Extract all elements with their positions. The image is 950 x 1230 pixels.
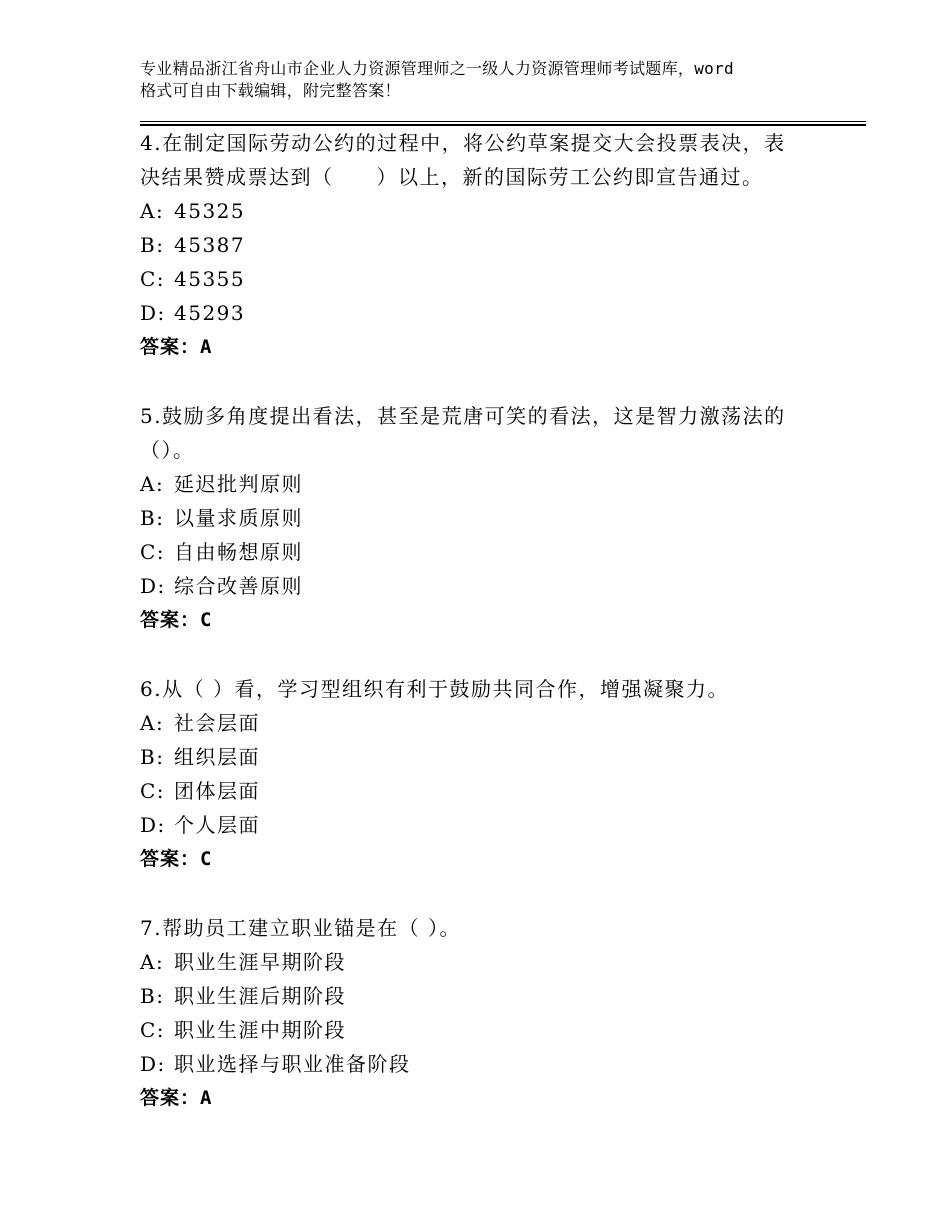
document-header bbox=[140, 58, 840, 102]
header-line-1: 专业精品浙江省舟山市企业人力资源管理师之一级人力资源管理师考试题库，word bbox=[140, 59, 734, 78]
option-key: D: bbox=[140, 301, 166, 325]
option-d bbox=[140, 569, 820, 603]
option-b bbox=[140, 501, 820, 535]
option-text: 45355 bbox=[174, 267, 246, 291]
option-text: 综合改善原则 bbox=[174, 574, 303, 598]
option-d bbox=[140, 296, 820, 330]
option-d bbox=[140, 1047, 820, 1081]
option-text: 职业选择与职业准备阶段 bbox=[174, 1052, 411, 1076]
option-key: A: bbox=[140, 950, 165, 974]
option-key: A: bbox=[140, 199, 165, 223]
option-key: C: bbox=[140, 1018, 166, 1042]
option-b bbox=[140, 228, 820, 262]
option-key: B: bbox=[140, 233, 165, 257]
question-stem: 4.在制定国际劳动公约的过程中，将公约草案提交大会投票表决，表 bbox=[140, 131, 786, 155]
option-b bbox=[140, 740, 820, 774]
option-key: D: bbox=[140, 1052, 166, 1076]
question-stem-continued: 决结果赞成票达到（ ）以上，新的国际劳工公约即宣告通过。 bbox=[140, 165, 764, 189]
answer-line: 答案：A bbox=[140, 1087, 213, 1109]
option-a bbox=[140, 467, 820, 501]
answer-line: 答案：C bbox=[140, 609, 213, 631]
question-7 bbox=[140, 911, 820, 1115]
option-text: 组织层面 bbox=[174, 745, 260, 769]
option-c bbox=[140, 535, 820, 569]
question-6 bbox=[140, 672, 820, 876]
option-key: B: bbox=[140, 745, 165, 769]
option-text: 团体层面 bbox=[174, 779, 260, 803]
option-key: C: bbox=[140, 540, 166, 564]
option-c bbox=[140, 262, 820, 296]
option-d bbox=[140, 808, 820, 842]
header-line-2: 格式可自由下载编辑，附完整答案！ bbox=[140, 81, 401, 100]
option-key: C: bbox=[140, 779, 166, 803]
option-text: 以量求质原则 bbox=[174, 506, 303, 530]
option-key: B: bbox=[140, 506, 165, 530]
option-text: 个人层面 bbox=[174, 813, 260, 837]
question-stem: 7.帮助员工建立职业锚是在（ ）。 bbox=[140, 916, 461, 940]
option-text: 45387 bbox=[174, 233, 246, 257]
question-stem-continued: （）。 bbox=[140, 438, 195, 462]
option-text: 自由畅想原则 bbox=[174, 540, 303, 564]
option-text: 延迟批判原则 bbox=[174, 472, 303, 496]
question-4 bbox=[140, 126, 820, 364]
question-stem: 5.鼓励多角度提出看法，甚至是荒唐可笑的看法，这是智力激荡法的 bbox=[140, 404, 786, 428]
option-key: B: bbox=[140, 984, 165, 1008]
option-c bbox=[140, 1013, 820, 1047]
option-text: 职业生涯后期阶段 bbox=[174, 984, 346, 1008]
option-key: D: bbox=[140, 813, 166, 837]
option-key: D: bbox=[140, 574, 166, 598]
option-a bbox=[140, 194, 820, 228]
option-c bbox=[140, 774, 820, 808]
question-stem: 6.从（ ）看，学习型组织有利于鼓励共同合作，增强凝聚力。 bbox=[140, 677, 729, 701]
option-a bbox=[140, 945, 820, 979]
option-key: A: bbox=[140, 472, 165, 496]
option-text: 社会层面 bbox=[174, 711, 260, 735]
option-b bbox=[140, 979, 820, 1013]
option-text: 职业生涯中期阶段 bbox=[174, 1018, 346, 1042]
answer-line: 答案：C bbox=[140, 848, 213, 870]
question-5 bbox=[140, 399, 820, 637]
option-a bbox=[140, 706, 820, 740]
option-text: 45293 bbox=[174, 301, 246, 325]
option-key: C: bbox=[140, 267, 166, 291]
answer-line: 答案：A bbox=[140, 336, 213, 358]
option-key: A: bbox=[140, 711, 165, 735]
option-text: 职业生涯早期阶段 bbox=[174, 950, 346, 974]
option-text: 45325 bbox=[174, 199, 246, 223]
